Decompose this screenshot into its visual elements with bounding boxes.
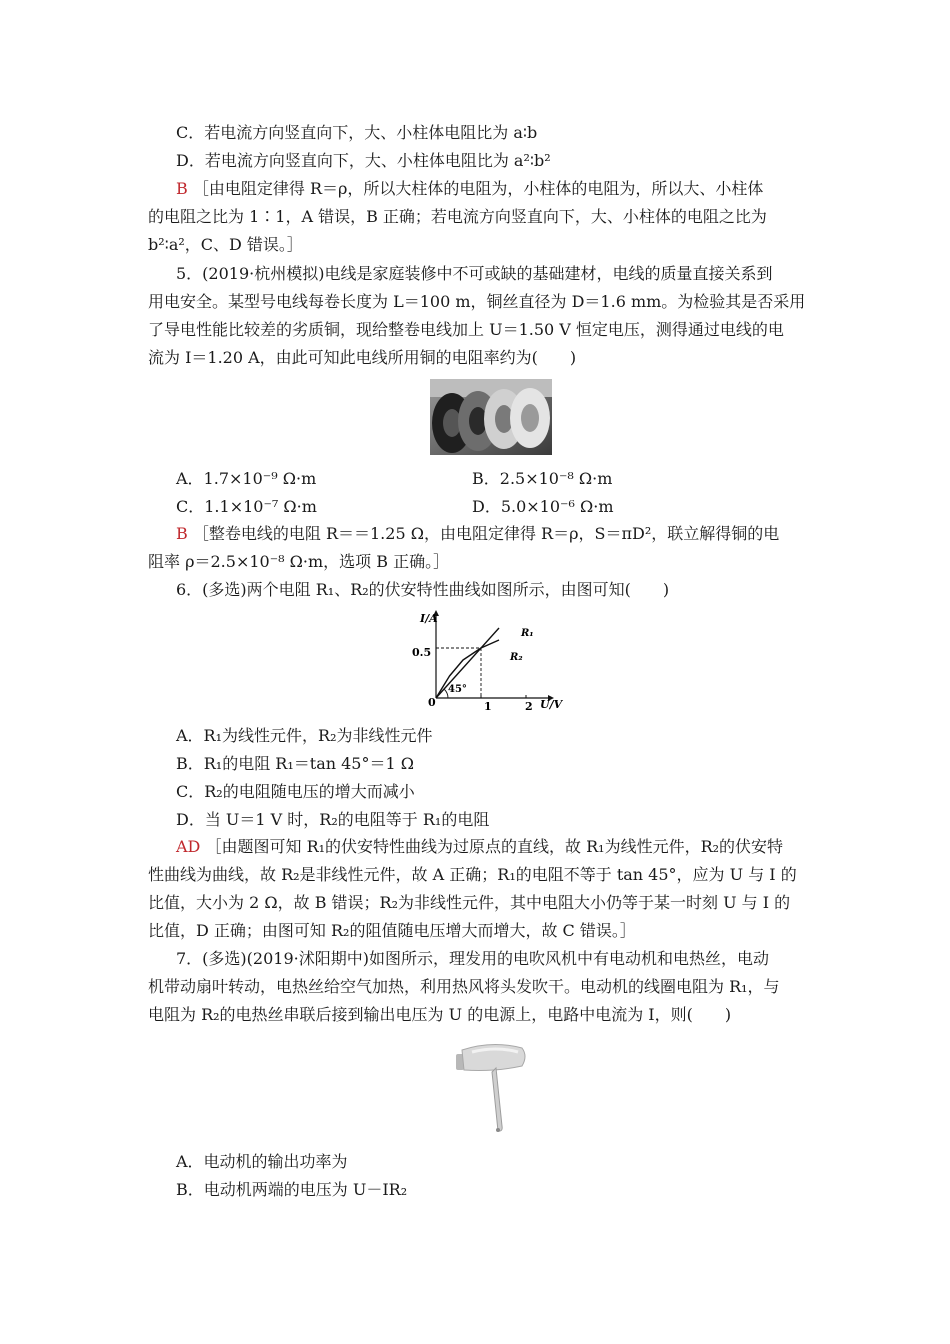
option-7a: A．电动机的输出功率为 [176,1152,348,1171]
text-line: 阻率 ρ＝2.5×10⁻⁸ Ω·m，选项 B 正确。］ [148,552,450,571]
x-axis-label: U/V [540,698,563,711]
text-line: 性曲线为曲线，故 R₂是非线性元件，故 A 正确；R₁的电阻不等于 tan 45°，应为 U 与 I 的 [148,865,797,884]
question-7-stem: 7．(多选)(2019·沭阳期中)如图所示，理发用的电吹风机中有电动机和电热丝，电动 [176,949,769,968]
answer-text: ［由题图可知 R₁的伏安特性曲线为过原点的直线，故 R₁为线性元件，R₂的伏安特 [205,837,784,856]
text-line: 的电阻之比为 1∶1，A 错误，B 正确；若电流方向竖直向下，大、小柱体的电阻之比为 [148,207,767,226]
option-c-prev: C．若电流方向竖直向下，大、小柱体电阻比为 a∶b [176,123,538,142]
text-line: 电阻为 R₂的电热丝串联后接到输出电压为 U 的电源上，电路中电流为 I，则( ) [148,1005,732,1024]
option-7b: B．电动机两端的电压为 U－IR₂ [176,1180,408,1199]
option-d-prev: D．若电流方向竖直向下，大、小柱体电阻比为 a²∶b² [176,151,551,170]
question-5-stem: 5．(2019·杭州模拟)电线是家庭装修中不可或缺的基础建材，电线的质量直接关系到 [176,264,773,283]
text-line: 流为 I＝1.20 A，由此可知此电线所用铜的电阻率约为( ) [148,348,577,367]
answer-line [176,179,763,199]
option-6a: A．R₁为线性元件，R₂为非线性元件 [176,726,433,745]
x-tick-label-1: 1 [484,700,492,713]
cable-rolls-photo [430,379,552,455]
text-line: 机带动扇叶转动，电热丝给空气加热，利用热风将头发吹干。电动机的线圈电阻为 R₁，与 [148,977,780,996]
option-5a: A．1.7×10⁻⁹ Ω·m [176,469,317,488]
answer-key: B [176,524,188,543]
answer-text: ［整卷电线的电阻 R＝＝1.25 Ω，由电阻定律得 R＝ρ，S＝πD²，联立解得铜的电 [192,524,780,543]
text-line: 比值，D 正确；由图可知 R₂的阻值随电压增大而增大，故 C 错误。］ [148,921,636,940]
series-label-r2: R₂ [510,652,523,663]
option-6b: B．R₁的电阻 R₁＝tan 45°＝1 Ω [176,754,415,773]
answer-key: B [176,179,188,198]
text-line: b²∶a²，C、D 错误。］ [148,235,303,254]
origin-label: 0 [428,696,436,709]
angle-label: 45° [448,684,467,695]
y-axis-label: I/A [420,612,438,625]
series-label-r1: R₁ [521,628,534,639]
text-line: 了导电性能比较差的劣质铜，现给整卷电线加上 U＝1.50 V 恒定电压，测得通过电线的电 [148,320,784,339]
y-tick-label: 0.5 [412,646,432,659]
option-6d: D．当 U＝1 V 时，R₂的电阻等于 R₁的电阻 [176,810,490,829]
x-tick-label-2: 2 [525,700,533,713]
text-line: 用电安全。某型号电线每卷长度为 L＝100 m，铜丝直径为 D＝1.6 mm。为检验其是否采用 [148,292,806,311]
answer-line [176,524,779,544]
text-line: 比值，大小为 2 Ω，故 B 错误；R₂为非线性元件，其中电阻大小仍等于某一时刻 U 与 I 的 [148,893,791,912]
series-line-2 [436,640,499,698]
series-line-1 [436,628,499,698]
iu-characteristic-graph [408,608,568,716]
answer-line [176,837,783,857]
hair-dryer-photo [452,1036,532,1136]
option-5b: B．2.5×10⁻⁸ Ω·m [472,469,613,488]
answer-key: AD [176,837,201,856]
option-6c: C．R₂的电阻随电压的增大而减小 [176,782,415,801]
option-5c: C．1.1×10⁻⁷ Ω·m [176,497,317,516]
question-6-stem: 6．(多选)两个电阻 R₁、R₂的伏安特性曲线如图所示，由图可知( ) [176,580,670,599]
answer-text: ［由电阻定律得 R＝ρ，所以大柱体的电阻为，小柱体的电阻为，所以大、小柱体 [192,179,764,198]
option-5d: D．5.0×10⁻⁶ Ω·m [472,497,614,516]
